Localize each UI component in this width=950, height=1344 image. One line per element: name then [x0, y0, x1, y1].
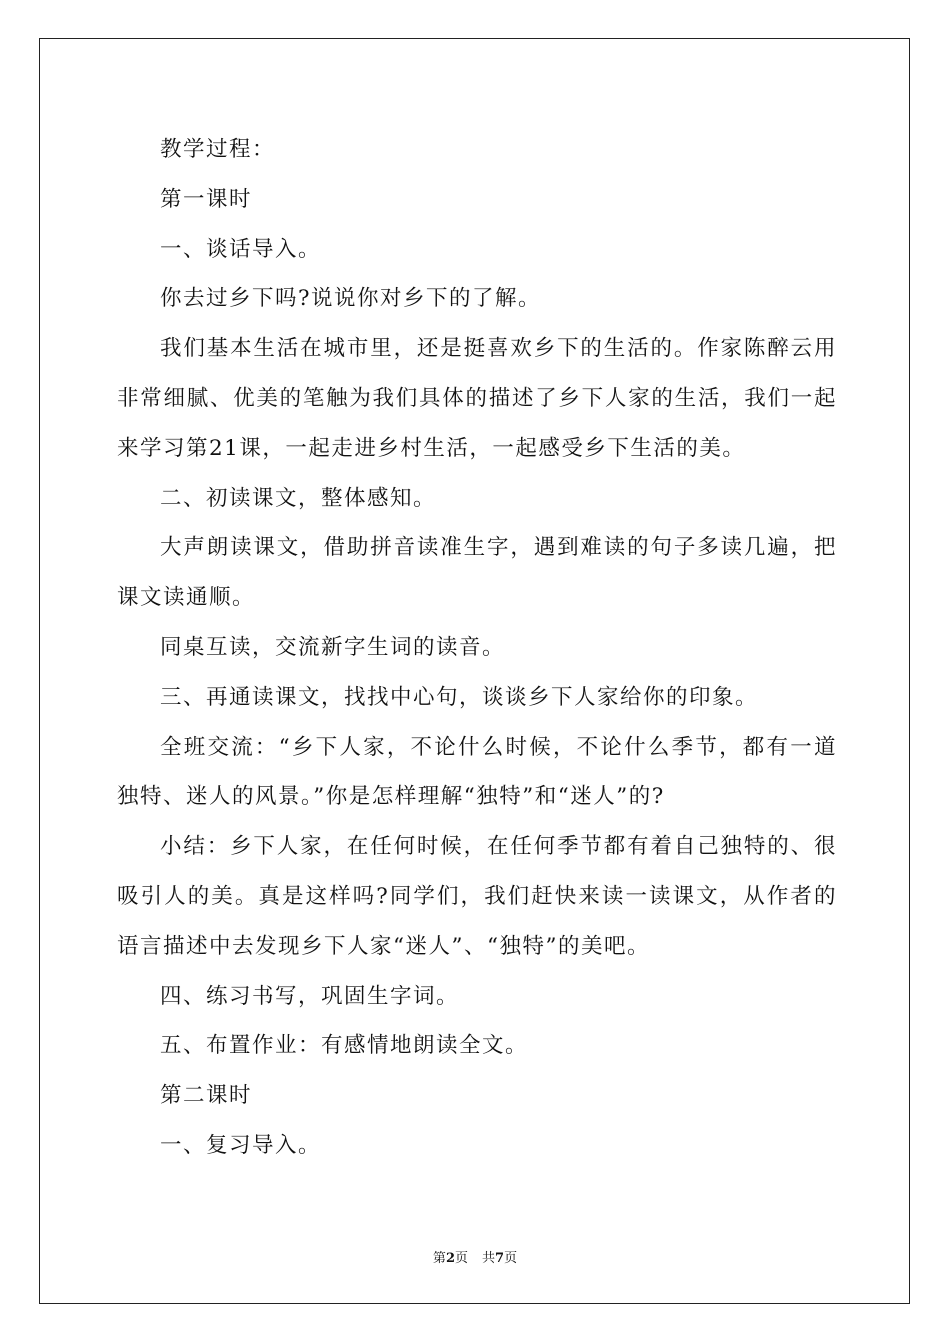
paragraph: 五、布置作业：有感情地朗读全文。: [160, 1033, 529, 1059]
paragraph: 同桌互读，交流新字生词的读音。: [160, 634, 506, 660]
paragraph: 二、初读课文，整体感知。: [160, 485, 437, 511]
total-pages: 7: [495, 1251, 505, 1266]
paragraph: 四、练习书写，巩固生字词。: [160, 983, 460, 1009]
paragraph: 一、谈话导入。: [160, 236, 322, 262]
document-body: [117, 125, 837, 1171]
total-suffix: 页: [504, 1251, 518, 1266]
total-prefix: 共: [482, 1251, 496, 1266]
page-suffix: 页: [454, 1251, 468, 1266]
paragraph: 教学过程：: [160, 137, 276, 162]
page-number: 2: [445, 1251, 455, 1266]
page-footer: [0, 1247, 950, 1266]
paragraph: 全班交流：“乡下人家，不论什么时候，不论什么季节，都有一道独特、迷人的风景。”你是怎样理解“独特”和“迷人”的?: [117, 734, 837, 810]
paragraph: 第一课时: [160, 186, 253, 212]
page-prefix: 第: [432, 1251, 446, 1266]
paragraph: 一、复习导入。: [160, 1132, 322, 1158]
paragraph: 我们基本生活在城市里，还是挺喜欢乡下的生活的。作家陈醉云用非常细腻、优美的笔触为我们具体的描述了乡下人家的生活，我们一起来学习第21课，一起走进乡村生活，一起感受乡下生活的美。: [117, 336, 837, 461]
paragraph: 小结：乡下人家，在任何时候，在任何季节都有着自己独特的、很吸引人的美。真是这样吗?同学们，我们赶快来读一读课文，从作者的语言描述中去发现乡下人家“迷人”、“独特”的美吧。: [117, 834, 837, 959]
paragraph: 第二课时: [160, 1083, 253, 1109]
paragraph: 你去过乡下吗?说说你对乡下的了解。: [160, 286, 542, 312]
paragraph: 大声朗读课文，借助拼音读准生字，遇到难读的句子多读几遍，把课文读通顺。: [117, 535, 837, 611]
paragraph: 三、再通读课文，找找中心句，谈谈乡下人家给你的印象。: [160, 684, 759, 710]
